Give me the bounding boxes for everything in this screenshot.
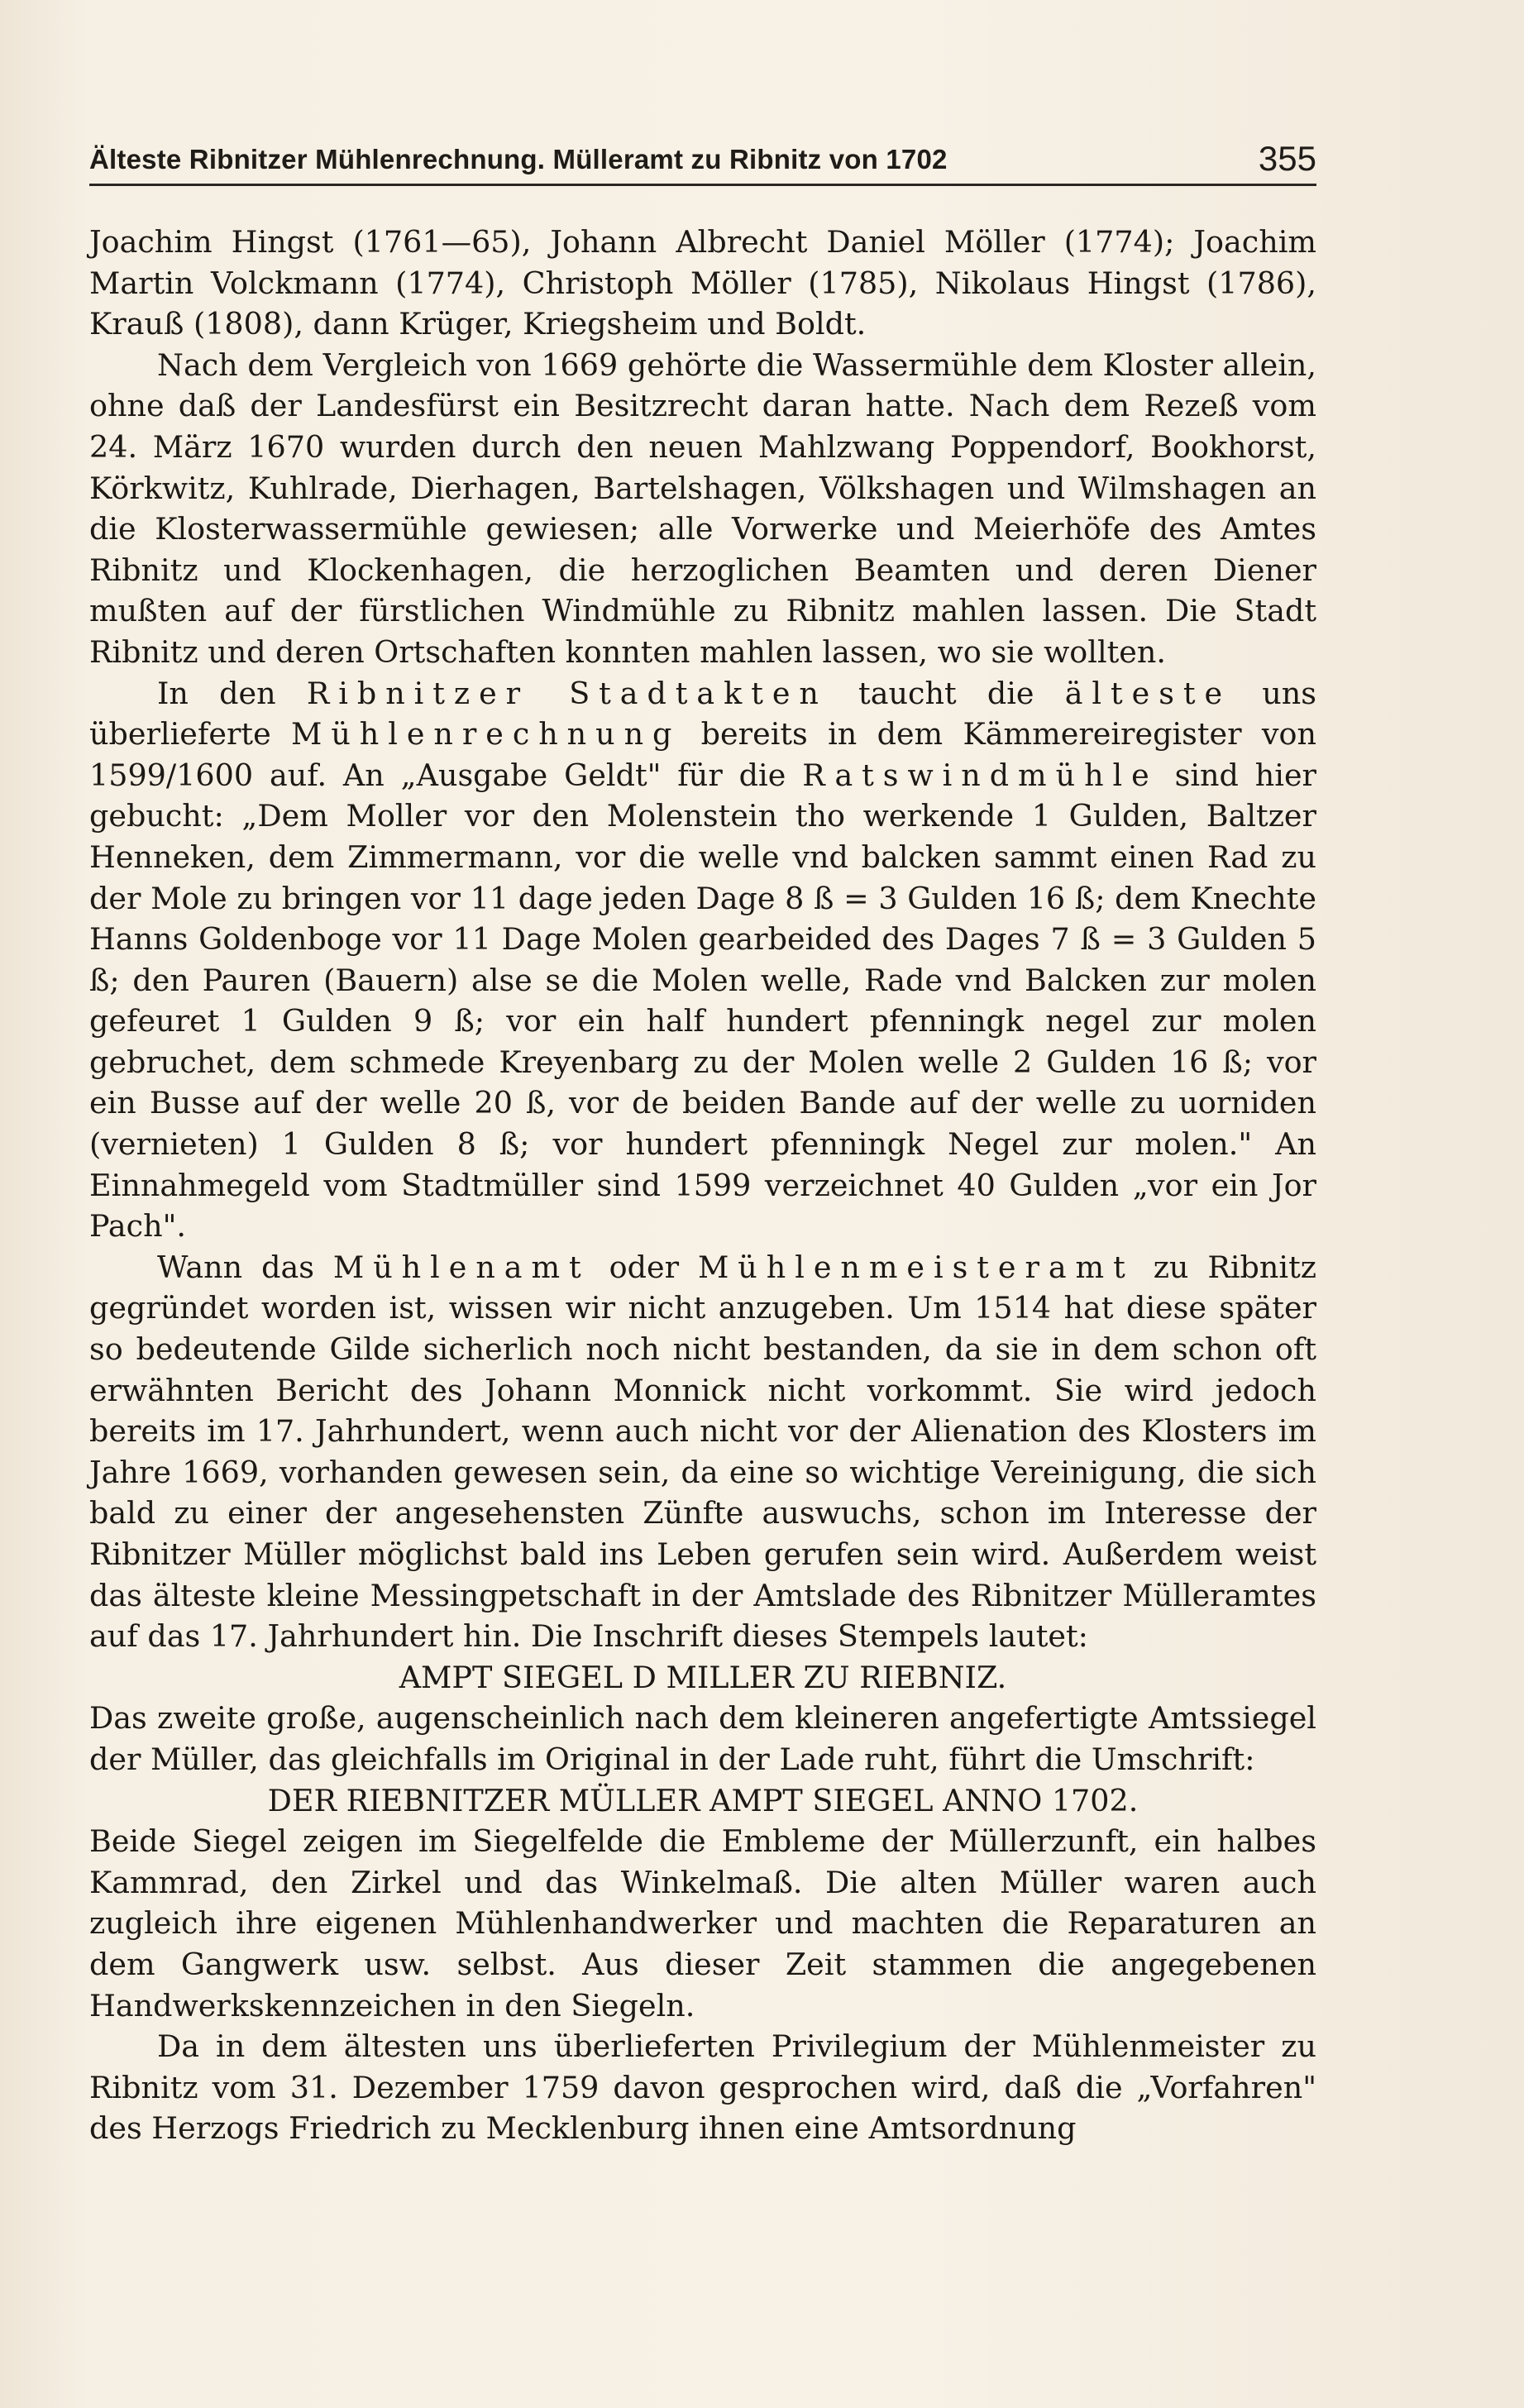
spaced-term-ratswindmuehle: Ratswindmühle [802,757,1159,793]
paragraph-3-text-e: uns überlieferte [89,675,1317,752]
spaced-term-stadtakten: Ribnitzer Stadtakten [306,675,828,711]
paragraph-1: Joachim Hingst (1761—65), Johann Albrecht Daniel Möller (1774); Joachim Martin Volckmann (1774), Christoph Möller (1785), Nikolaus Hingst (1786), Krauß (1808), dann Krüger, Kriegsheim und Boldt. [89,224,1316,342]
paragraph-4-text-a: Wann das [157,1249,333,1285]
paragraph-4-text-c: oder [590,1249,698,1285]
paragraph-6: Beide Siegel zeigen im Siegelfelde die Embleme der Müllerzunft, ein halbes Kammrad, den Zirkel und das Winkelmaß. Die alten Müller waren auch zugleich ihre eigenen Mühlenhandwerker und machten die Reparaturen an dem Gangwerk usw. selbst. Aus dieser Zeit stammen die angegebenen Handwerkskennzeichen in den Siegeln. [89,1823,1316,2023]
paragraph-4 [89,1247,1316,1657]
page-header [89,141,1316,186]
running-head: Älteste Ribnitzer Mühlenrechnung. Mülleramt zu Ribnitz von 1702 [89,144,948,174]
page-number: 355 [1258,139,1316,178]
paragraph-3-text-i: sind hier gebucht: „Dem Moller vor den Molenstein tho werkende 1 Gulden, Baltzer Henneken, dem Zimmermann, vor die welle vnd balcken sammt einen Rad zu der Mole zu bringen vor 11 dage jeden Dage 8 ß = 3 Gulden 16 ß; dem Knechte Hanns Goldenboge vor 11 Dage Molen gearbeided des Dages 7 ß = 3 Gulden 5 ß; den Pauren (Bauern) alse se die Molen welle, Rade vnd Balcken zur molen gefeuret 1 Gulden 9 ß; vor ein half hundert pfenningk negel zur molen gebruchet, dem schmede Kreyenbarg zu der Molen welle 2 Gulden 16 ß; vor ein Busse auf der welle 20 ß, vor de beiden Bande auf der welle zu uorniden (vernieten) 1 Gulden 8 ß; vor hundert pfenningk Negel zur molen." An Einnahmegeld vom Stadtmüller sind 1599 verzeichnet 40 Gulden „vor ein Jor Pach". [89,757,1316,1245]
paragraph-2: Nach dem Vergleich von 1669 gehörte die Wassermühle dem Kloster allein, ohne daß der Landesfürst ein Besitzrecht daran hatte. Nach dem Rezeß vom 24. März 1670 wurden durch den neuen Mahlzwang Poppendorf, Bookhorst, Körkwitz, Kuhlrade, Dierhagen, Bartelshagen, Völkshagen und Wilmshagen an die Klosterwassermühle gewiesen; alle Vorwerke und Meierhöfe des Amtes Ribnitz und Klockenhagen, die herzoglichen Beamten und deren Diener mußten auf der fürstlichen Windmühle zu Ribnitz mahlen lassen. Die Stadt Ribnitz und deren Ortschaften konnten mahlen lassen, wo sie wollten. [89,346,1316,670]
spaced-term-muehlenamt: Mühlenamt [332,1249,590,1285]
paragraph-5: Das zweite große, augenscheinlich nach dem kleineren angefertigte Amtssiegel der Müller, das gleichfalls im Original in der Lade ruht, führt die Umschrift: [89,1700,1316,1777]
seal-inscription-2: DER RIEBNITZER MÜLLER AMPT SIEGEL ANNO 1702. [267,1782,1139,1818]
seal-inscription-1: AMPT SIEGEL D MILLER ZU RIEBNIZ. [399,1659,1007,1695]
paragraph-3-text-g: bereits in dem Kämmereiregister von 1599/1600 auf. An „Ausgabe Geldt" für die [89,716,1316,793]
spaced-term-aelteste: älteste [1064,675,1232,711]
spaced-term-muehlenmeisteramt: Mühlenmeisteramt [697,1249,1135,1285]
paragraph-4-text-e: zu Ribnitz gegründet worden ist, wissen wir nicht anzugeben. Um 1514 hat diese später so bedeutende Gilde sicherlich noch nicht bestanden, da sie in dem schon oft erwähnten Bericht des Johann Monnick nicht vorkommt. Sie wird jedoch bereits im 17. Jahrhundert, wenn auch nicht vor der Alienation des Klosters im Jahre 1669, vorhanden gewesen sein, da eine so wichtige Vereinigung, die sich bald zu einer der angesehensten Zünfte auswuchs, schon im Interesse der Ribnitzer Müller möglichst bald ins Leben gerufen sein wird. Außerdem weist das älteste kleine Messingpetschaft in der Amtslade des Ribnitzer Mülleramtes auf das 17. Jahrhundert hin. Die Inschrift dieses Stempels lautet: [89,1249,1316,1655]
spaced-term-muehlenrechnung: Mühlenrechnung [291,716,681,752]
paragraph-3 [89,673,1316,1247]
paragraph-7: Da in dem ältesten uns überlieferten Privilegium der Mühlenmeister zu Ribnitz vom 31. Dezember 1759 davon gesprochen wird, daß die „Vorfahren" des Herzogs Friedrich zu Mecklenburg ihnen eine Amtsordnung [89,2028,1316,2147]
paragraph-3-text-c: taucht die [827,675,1065,711]
body-text [89,222,1316,2149]
paragraph-3-text-a: In den [157,675,307,711]
